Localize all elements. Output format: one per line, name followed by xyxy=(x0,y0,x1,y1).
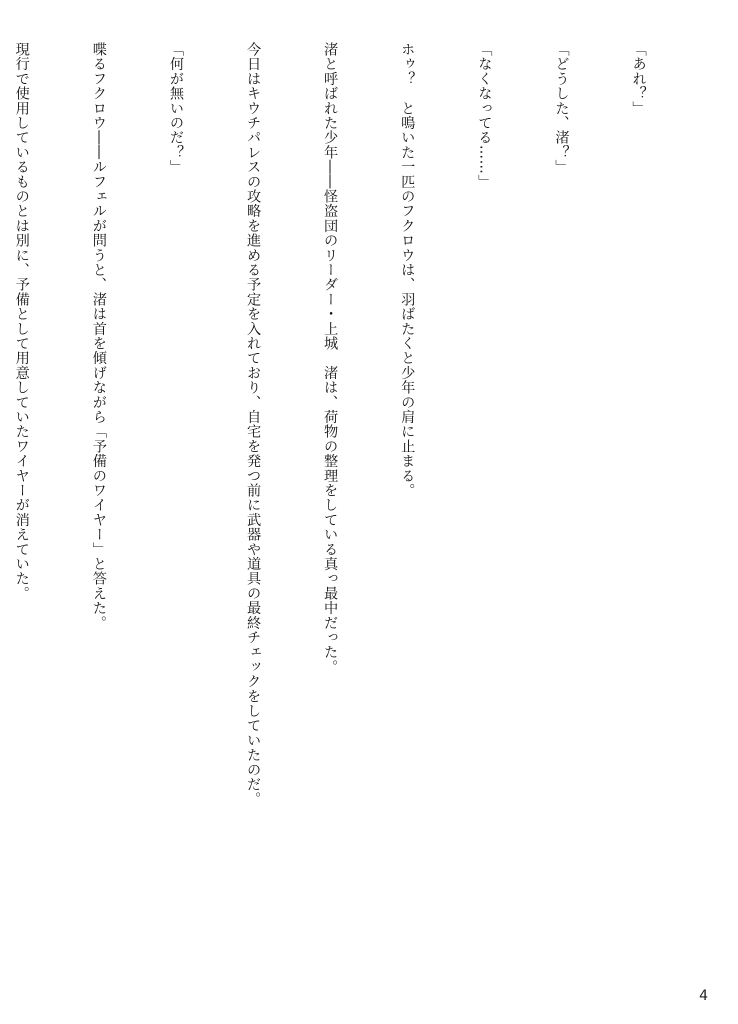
vertical-text-body xyxy=(0,42,702,922)
text-line: ホゥ？ と鳴いた一匹のフクロウは、羽ばたくと少年の肩に止まる。 xyxy=(399,42,416,498)
text-line: 「何が無いのだ？」 xyxy=(167,42,184,175)
text-line: 「あれ？」 xyxy=(630,42,647,116)
text-line: 「どうした、渚？」 xyxy=(553,42,570,175)
text-line: 現行で使用しているものとは別に、予備として用意していたワイヤーが消えていた。 xyxy=(13,42,30,601)
page-number: 4 xyxy=(699,988,708,1004)
text-line: 渚と呼ばれた少年――怪盗団のリーダー・上城 渚は、荷物の整理をしている真っ最中だった。 xyxy=(322,42,339,675)
text-line: 今日はキウチパレスの攻略を進める予定を入れており、自宅を発つ前に武器や道具の最終チェックをしていたのだ。 xyxy=(245,42,262,807)
text-line: 「なくなってる……」 xyxy=(476,42,493,189)
text-line: 喋るフクロウ――ルフェルが問うと、渚は首を傾げながら「予備のワイヤー」と答えた。 xyxy=(90,42,107,630)
